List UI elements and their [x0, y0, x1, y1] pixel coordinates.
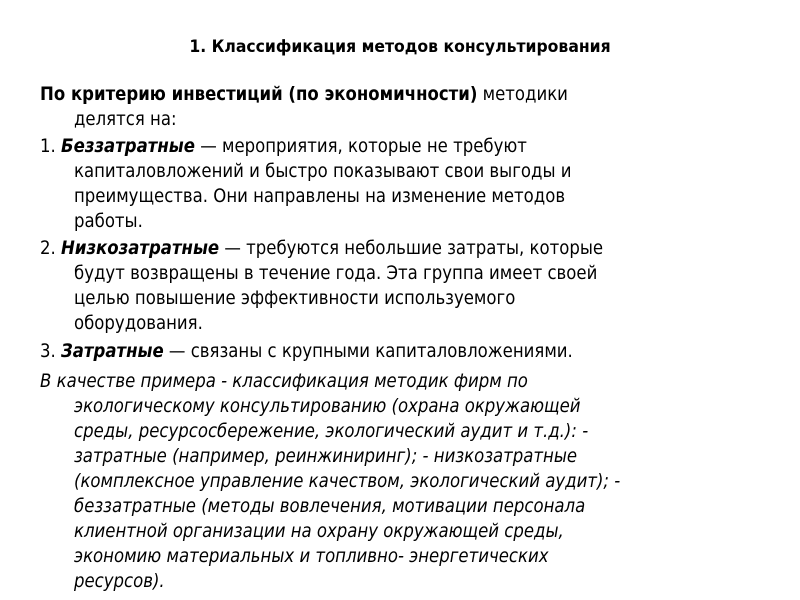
text-line — [40, 134, 527, 158]
text-span: — мероприятия, которые не требуют — [194, 135, 527, 157]
text-line: экономию материальных и топливно- энергетических — [74, 545, 549, 567]
text-line: преимущества. Они направлены на изменение методов — [74, 185, 566, 207]
text-line — [40, 339, 573, 363]
item-term: Беззатратные — [61, 135, 195, 157]
text-span: — требуются небольшие затраты, которые — [219, 237, 604, 259]
text-line: оборудования. — [74, 312, 203, 334]
text-line — [40, 82, 568, 106]
text-line: будут возвращены в течение года. Эта группа имеет своей — [74, 262, 598, 284]
intro-bold: По критерию инвестиций (по экономичности) — [40, 83, 478, 105]
text-line: капиталовложений и быстро показывают свои выгоды и — [74, 160, 572, 182]
text-line: делятся на: — [74, 108, 177, 130]
text-line: (комплексное управление качеством, экологический аудит); - — [74, 470, 621, 492]
item-number: 2. — [40, 237, 62, 259]
text-line: среды, ресурсосбережение, экологический аудит и т.д.): - — [74, 420, 589, 442]
text-line: клиентной организации на охрану окружающей среды, — [74, 520, 564, 542]
text-line: ресурсов). — [74, 570, 165, 592]
item-term: Низкозатратные — [61, 237, 220, 259]
text-line: затратные (например, реинжиниринг); - низкозатратные — [74, 445, 578, 467]
item-number: 3. — [40, 340, 62, 362]
text-span: — связаны с крупными капиталовложениями. — [163, 340, 573, 362]
text-line: В качестве примера - классификация методик фирм по — [40, 370, 528, 392]
text-line: беззатратные (методы вовлечения, мотивации персонала — [74, 495, 586, 517]
item-number: 1. — [40, 135, 62, 157]
text-line: работы. — [74, 210, 143, 232]
text-line: экологическому консультированию (охрана окружающей — [74, 395, 581, 417]
text-line: целью повышение эффективности используемого — [74, 287, 516, 309]
text-line — [40, 236, 603, 260]
text-span: методики — [477, 83, 568, 105]
slide-title: 1. Классификация методов консультирования — [189, 37, 611, 57]
item-term: Затратные — [61, 340, 164, 362]
